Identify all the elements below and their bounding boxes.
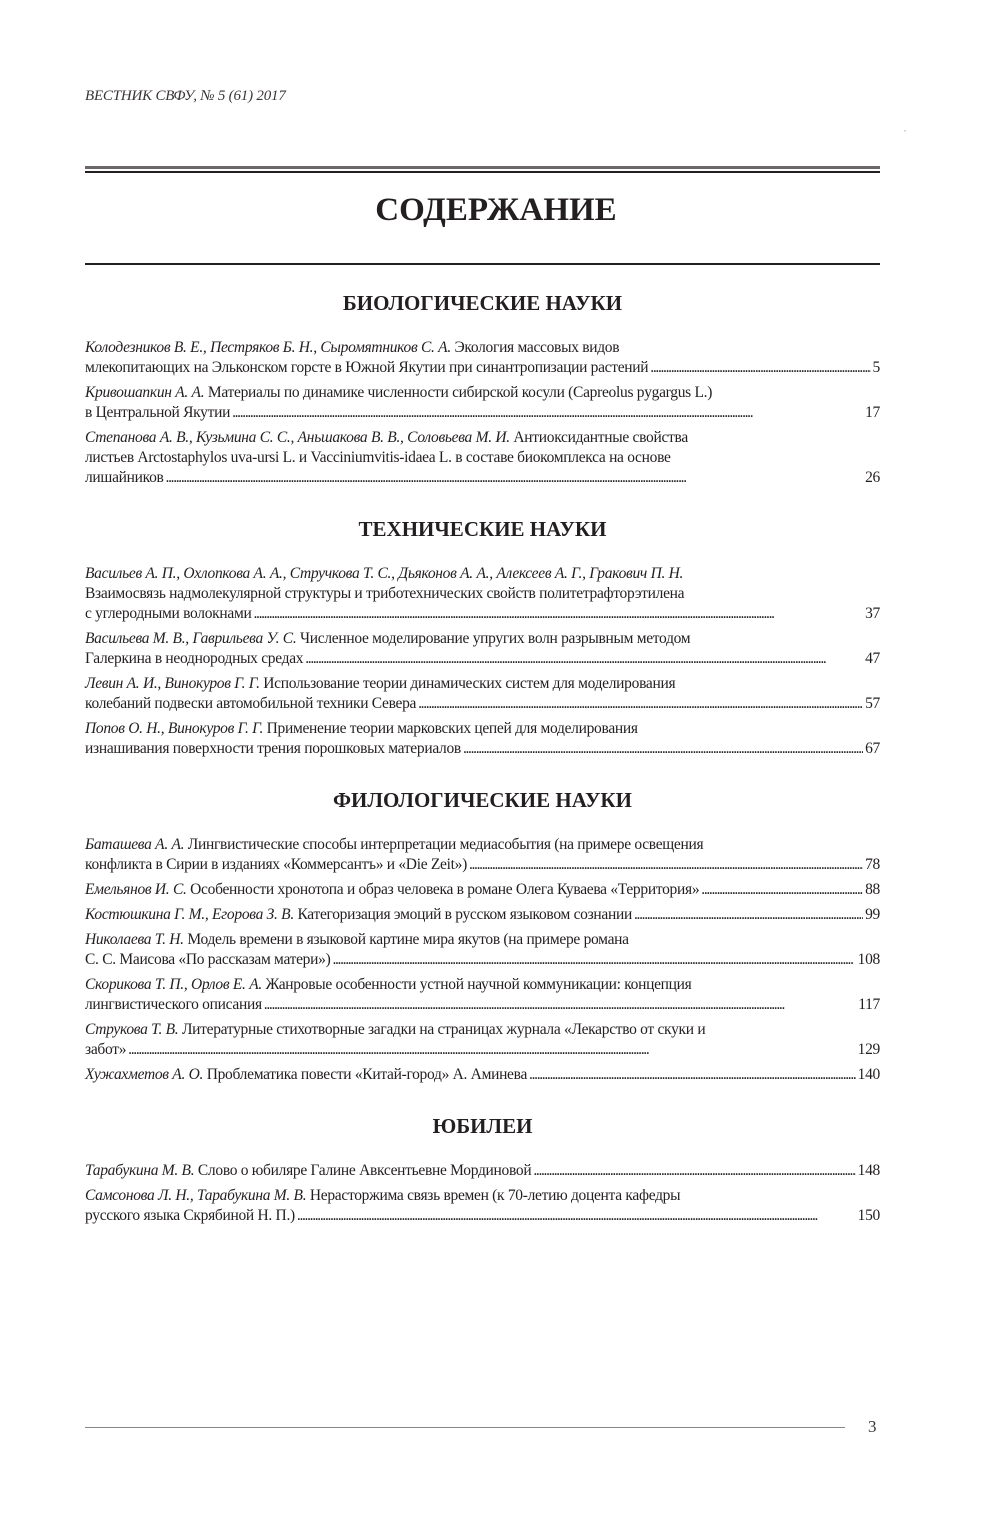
entry-page-number: 150 xyxy=(857,1207,880,1224)
entry-page-number: 57 xyxy=(865,695,880,712)
dot-leader xyxy=(469,855,863,875)
toc-entry[interactable] xyxy=(85,835,880,875)
entry-authors: Баташева А. А. xyxy=(85,836,185,853)
entry-last-line xyxy=(85,403,880,423)
entry-page-number: 148 xyxy=(857,1162,880,1179)
entry-title-text: Численное моделирование упругих волн разрывным методом xyxy=(300,630,691,647)
entry-title-text: колебаний подвески автомобильной техники Севера xyxy=(85,695,417,712)
footer-rule xyxy=(85,1427,845,1428)
section-title: ФИЛОЛОГИЧЕСКИЕ НАУКИ xyxy=(332,788,632,812)
dot-leader xyxy=(264,995,856,1015)
entry-title-text: Материалы по динамике численности сибирской косули (Capreolus pygargus L.) xyxy=(207,384,713,401)
toc-entry[interactable] xyxy=(85,1186,880,1226)
entry-page-number: 5 xyxy=(872,359,880,376)
entry-title-text: Использование теории динамических систем для моделирования xyxy=(263,675,676,692)
entry-title-text: русского языка Скрябиной Н. П.) xyxy=(85,1207,295,1224)
entry-page-number: 99 xyxy=(865,906,880,923)
entry-title-group xyxy=(85,880,699,900)
journal-header: ВЕСТНИК СВФУ, № 5 (61) 2017 xyxy=(85,88,286,104)
entry-list xyxy=(85,1161,880,1226)
entry-first-line xyxy=(85,564,880,584)
entry-list xyxy=(85,835,880,1085)
entry-last-line xyxy=(85,855,880,875)
entry-page-number: 117 xyxy=(858,996,880,1013)
entry-authors: Попов О. Н., Винокуров Г. Г. xyxy=(85,720,264,737)
entry-title-text: Литературные стихотворные загадки на страницах журнала «Лекарство от скуки и xyxy=(181,1021,706,1038)
entry-page-number: 129 xyxy=(857,1041,880,1058)
entry-last-line xyxy=(85,950,880,970)
dot-leader xyxy=(418,694,863,714)
entry-page-number: 67 xyxy=(865,740,880,757)
entry-first-line xyxy=(85,1186,880,1206)
entry-last-line xyxy=(85,604,880,624)
entry-first-line xyxy=(85,674,880,694)
toc-entry[interactable] xyxy=(85,975,880,1015)
section-title: ЮБИЛЕИ xyxy=(432,1114,533,1138)
entry-title-text: листьев Arctostaphylos uva-ursi L. и Vacciniumvitis-idaea L. в составе биокомплекса на основе xyxy=(85,449,671,466)
dot-leader xyxy=(166,468,864,488)
entry-title-text: Антиоксидантные свойства xyxy=(513,429,688,446)
entry-title-text: изнашивания поверхности трения порошковых материалов xyxy=(85,740,461,757)
entry-first-line xyxy=(85,338,880,358)
toc-entry[interactable] xyxy=(85,629,880,669)
toc-entry[interactable] xyxy=(85,719,880,759)
dot-leader xyxy=(650,358,870,378)
toc-entry[interactable] xyxy=(85,1161,880,1181)
toc-section xyxy=(85,288,880,488)
entry-first-line xyxy=(85,1065,880,1085)
entry-authors: Самсонова Л. Н., Тарабукина М. В. xyxy=(85,1187,307,1204)
entry-authors: Николаева Т. Н. xyxy=(85,931,184,948)
rule-line-upper xyxy=(85,166,880,169)
entry-last-line xyxy=(85,739,880,759)
toc-entry[interactable] xyxy=(85,428,880,488)
entry-authors: Струкова Т. В. xyxy=(85,1021,179,1038)
entry-list xyxy=(85,564,880,759)
entry-title-text: Жанровые особенности устной научной коммуникации: концепция xyxy=(265,976,692,993)
toc-entry[interactable] xyxy=(85,905,880,925)
table-of-contents xyxy=(85,288,880,1252)
entry-last-line xyxy=(85,468,880,488)
scan-mark: , xyxy=(904,124,906,133)
entry-title-text: Применение теории марковских цепей для моделирования xyxy=(266,720,638,737)
entry-page-number: 78 xyxy=(865,856,880,873)
entry-first-line xyxy=(85,835,880,855)
entry-title-text: Слово о юбиляре Галине Авксентьевне Мординовой xyxy=(197,1162,532,1179)
dot-leader xyxy=(529,1065,856,1085)
entry-title-text: Лингвистические способы интерпретации медиасобытия (на примере освещения xyxy=(187,836,704,853)
entry-authors: Емельянов И. С. xyxy=(85,881,187,898)
toc-entry[interactable] xyxy=(85,930,880,970)
entry-title-text: Особенности хронотопа и образ человека в романе Олега Куваева «Территория» xyxy=(190,881,700,898)
entry-page-number: 140 xyxy=(857,1066,880,1083)
entry-page-number: 37 xyxy=(865,605,880,622)
toc-entry[interactable] xyxy=(85,880,880,900)
entry-authors: Скорикова Т. П., Орлов Е. А. xyxy=(85,976,262,993)
page-title: СОДЕРЖАНИЕ xyxy=(375,192,617,228)
title-rule xyxy=(85,263,880,265)
entry-title-group xyxy=(85,1161,531,1181)
entry-title-text: Взаимосвязь надмолекулярной структуры и триботехнических свойств политетрафторэтилена xyxy=(85,585,685,602)
entry-last-line xyxy=(85,358,880,378)
toc-entry[interactable] xyxy=(85,338,880,378)
entry-first-line xyxy=(85,1020,880,1040)
entry-title-text: Нерасторжима связь времен (к 70-летию доцента кафедры xyxy=(309,1187,681,1204)
toc-section xyxy=(85,1111,880,1226)
entry-first-line xyxy=(85,629,880,649)
dot-leader xyxy=(463,739,863,759)
entry-last-line xyxy=(85,1040,880,1060)
entry-first-line xyxy=(85,930,880,950)
section-title: БИОЛОГИЧЕСКИЕ НАУКИ xyxy=(342,291,623,315)
top-double-rule xyxy=(85,166,880,173)
dot-leader xyxy=(128,1040,855,1060)
entry-last-line xyxy=(85,995,880,1015)
entry-title-text: Проблематика повести «Китай-город» А. Аминева xyxy=(206,1066,528,1083)
dot-leader xyxy=(297,1206,856,1226)
dot-leader xyxy=(305,649,863,669)
entry-last-line xyxy=(85,1206,880,1226)
entry-title-text: лишайников xyxy=(85,469,164,486)
entry-first-line xyxy=(85,880,880,900)
entry-first-line xyxy=(85,1161,880,1181)
dot-leader xyxy=(332,950,855,970)
entry-title-text: забот» xyxy=(85,1041,127,1058)
entry-title-text: лингвистического описания xyxy=(85,996,262,1013)
dot-leader xyxy=(701,880,863,900)
entry-authors: Левин А. И., Винокуров Г. Г. xyxy=(85,675,260,692)
dot-leader xyxy=(232,403,863,423)
entry-page-number: 26 xyxy=(865,469,880,486)
entry-page-number: 108 xyxy=(857,951,880,968)
entry-authors: Костюшкина Г. М., Егорова З. В. xyxy=(85,906,294,923)
entry-last-line xyxy=(85,694,880,714)
dot-leader xyxy=(634,905,863,925)
entry-first-line xyxy=(85,383,880,403)
toc-entry[interactable] xyxy=(85,1020,880,1060)
entry-first-line xyxy=(85,975,880,995)
entry-authors: Хужахметов А. О. xyxy=(85,1066,204,1083)
dot-leader xyxy=(253,604,863,624)
entry-title-text: конфликта в Сирии в изданиях «Коммерсантъ» и «Die Zeit») xyxy=(85,856,467,873)
entry-title-text: Категоризация эмоций в русском языковом сознании xyxy=(297,906,632,923)
section-title: ТЕХНИЧЕСКИЕ НАУКИ xyxy=(358,517,607,541)
entry-page-number: 47 xyxy=(865,650,880,667)
entry-title-text: с углеродными волокнами xyxy=(85,605,252,622)
entry-page-number: 88 xyxy=(865,881,880,898)
page-number: 3 xyxy=(868,1417,877,1436)
toc-section xyxy=(85,785,880,1085)
entry-authors: Колодезников В. Е., Пестряков Б. Н., Сыромятников С. А. xyxy=(85,339,451,356)
dot-leader xyxy=(533,1161,855,1181)
entry-title-text: Модель времени в языковой картине мира якутов (на примере романа xyxy=(187,931,629,948)
toc-section xyxy=(85,514,880,759)
entry-list xyxy=(85,338,880,488)
entry-title-group xyxy=(85,1065,527,1085)
entry-authors: Васильев А. П., Охлопкова А. А., Стручкова Т. С., Дьяконов А. А., Алексеев А. Г., Гракович П. Н. xyxy=(85,565,684,582)
entry-title-text: Экология массовых видов xyxy=(454,339,620,356)
entry-authors: Тарабукина М. В. xyxy=(85,1162,195,1179)
entry-title-text: млекопитающих на Эльконском горсте в Южной Якутии при синантропизации растений xyxy=(85,359,649,376)
entry-page-number: 17 xyxy=(865,404,880,421)
entry-title-text: С. С. Маисова «По рассказам матери») xyxy=(85,951,331,968)
rule-line-lower xyxy=(85,171,880,173)
entry-title-text: Галеркина в неоднородных средах xyxy=(85,650,304,667)
toc-entry[interactable] xyxy=(85,674,880,714)
entry-first-line xyxy=(85,905,880,925)
toc-entry[interactable] xyxy=(85,564,880,624)
entry-authors: Васильева М. В., Гаврильева У. С. xyxy=(85,630,297,647)
entry-last-line xyxy=(85,649,880,669)
entry-title-group xyxy=(85,905,632,925)
entry-title-text: в Центральной Якутии xyxy=(85,404,231,421)
entry-authors: Кривошапкин А. А. xyxy=(85,384,205,401)
toc-entry[interactable] xyxy=(85,1065,880,1085)
toc-entry[interactable] xyxy=(85,383,880,423)
entry-first-line xyxy=(85,719,880,739)
entry-first-line xyxy=(85,428,880,448)
entry-authors: Степанова А. В., Кузьмина С. С., Аньшакова В. В., Соловьева М. И. xyxy=(85,429,510,446)
